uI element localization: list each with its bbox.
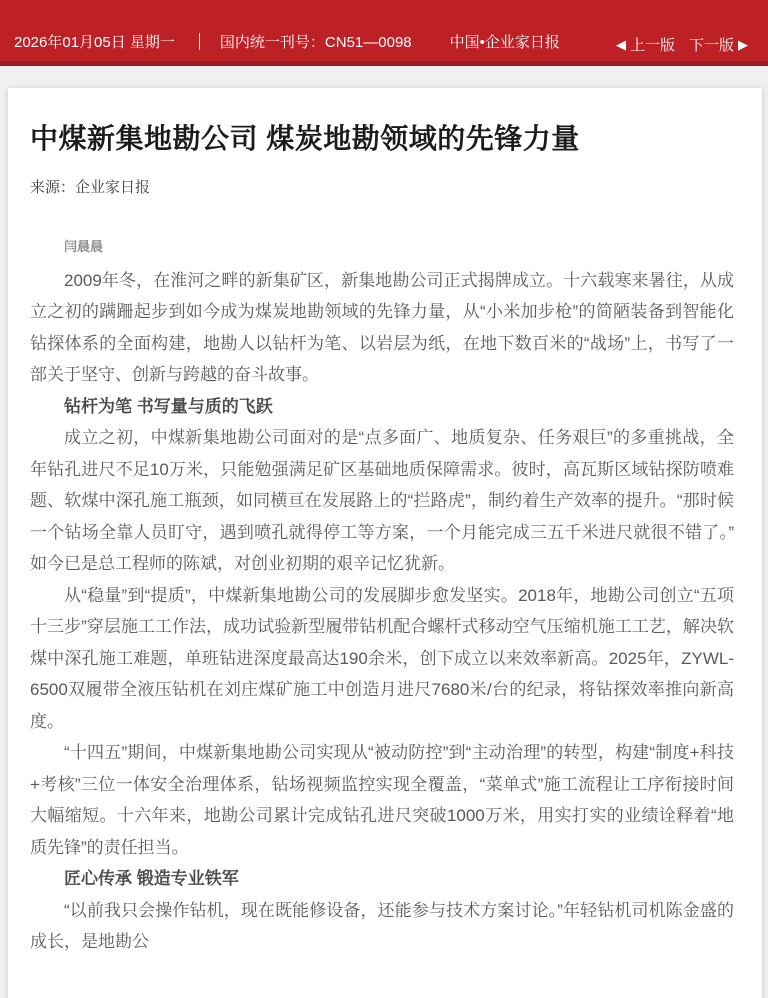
masthead-left-group [14,31,560,52]
article-paragraph: 成立之初，中煤新集地勘公司面对的是“点多面广、地质复杂、任务艰巨”的多重挑战，全年钻孔进尺不足10万米，只能勉强满足矿区基础地质保障需求。彼时，高瓦斯区域钻探防喷难题、软煤中深孔施工瓶颈，如同横亘在发展路上的“拦路虎”，制约着生产效率的提升。“那时候一个钻场全靠人员盯守，遇到喷孔就得停工等方案，一个月能完成三五千米进尺就很不错了。”如今已是总工程师的陈斌，对创业初期的艰辛记忆犹新。 [30,428,734,574]
article-body [30,237,734,958]
paper-name: 中国•企业家日报 [449,34,560,51]
issue-number: 国内统一刊号：CN51—0098 [219,34,412,51]
article-source: 来源：企业家日报 [30,178,151,196]
masthead-bar [0,0,768,66]
prev-page-button[interactable] [616,34,675,55]
next-arrow-icon: ▶ [738,37,748,52]
article-paragraph: 2009年冬，在淮河之畔的新集矿区，新集地勘公司正式揭牌成立。十六载寒来暑往，从成立之初的蹒跚起步到如今成为煤炭地勘领域的先锋力量，从“小米加步枪”的简陋装备到智能化钻探体系的全面构建，地勘人以钻杆为笔、以岩层为纸，在地下数百米的“战场”上，书写了一部关于坚守、创新与跨越的奋斗故事。 [30,270,734,385]
article-paragraph: 从“稳量”到“提质”，中煤新集地勘公司的发展脚步愈发坚实。2018年，地勘公司创立“五项十三步”穿层施工工作法，成功试验新型履带钻机配合螺杆式移动空气压缩机施工工艺，解决软煤中深孔施工难题，单班钻进深度最高达190余米，创下成立以来效率新高。2025年，ZYWL-6500双履带全液压钻机在刘庄煤矿施工中创造月进尺7680米/台的纪录，将钻探效率推向新高度。 [30,585,734,731]
next-page-label: 下一版 [688,37,734,54]
section-heading: 匠心传承 锻造专业铁军 [64,869,239,889]
article-paragraph: “十四五”期间，中煤新集地勘公司实现从“被动防控”到“主动治理”的转型，构建“制度+科技+考核”三位一体安全治理体系，钻场视频监控实现全覆盖，“菜单式”施工流程让工序衔接时间大幅缩短。十六年来，地勘公司累计完成钻孔进尺突破1000万米，用实打实的业绩诠释着“地质先锋”的责任担当。 [30,743,734,857]
prev-arrow-icon: ◀ [615,37,626,52]
next-page-button[interactable] [689,34,748,55]
author-byline: 闫晨晨 [64,238,104,254]
article-blocks [30,265,734,958]
article-paragraph: “以前我只会操作钻机，现在既能修设备，还能参与技术方案讨论。”年轻钻机司机陈金盛的成长，是地勘公 [30,900,734,952]
article-title: 中煤新集地勘公司 煤炭地勘领域的先锋力量 [30,123,580,154]
article-card [8,88,762,998]
section-heading: 钻杆为笔 书写量与质的飞跃 [64,396,273,416]
prev-page-label: 上一版 [629,37,675,54]
page-nav [616,34,748,55]
divider [199,33,200,50]
date-text: 2026年01月05日 星期一 [14,34,175,51]
